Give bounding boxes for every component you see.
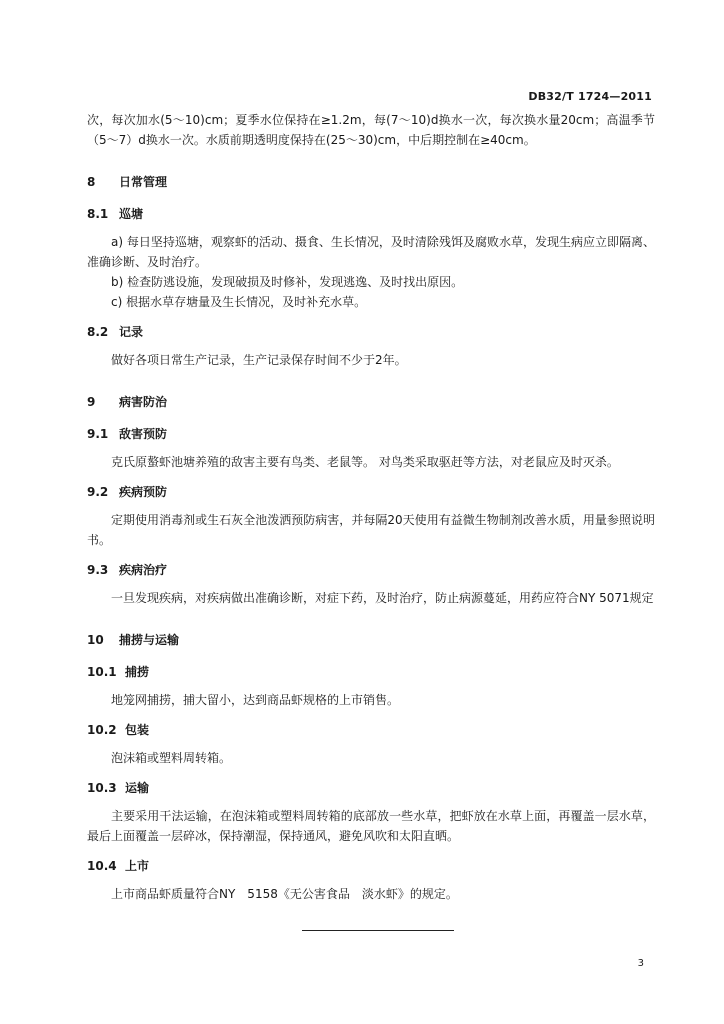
section-number: 9.2: [87, 485, 109, 499]
section-10-4-heading: [87, 856, 655, 876]
section-number: 8: [87, 175, 96, 189]
paragraph: 上市商品虾质量符合NY 5158《无公害食品 淡水虾》的规定。: [111, 887, 458, 901]
section-title: 上市: [125, 859, 150, 873]
paragraph: 一旦发现疾病，对疾病做出准确诊断，对症下药，及时治疗，防止病源蔓延，用药应符合NY 5071规定: [111, 591, 654, 605]
section-10-1-heading: [87, 662, 655, 682]
section-title: 巡塘: [119, 207, 144, 221]
section-title: 敌害预防: [119, 427, 168, 441]
standard-code: DB32/T 1724—2011: [528, 90, 652, 103]
section-number: 8.1: [87, 207, 109, 221]
paragraph: 定期使用消毒剂或生石灰全池泼洒预防病害，并每隔20天使用有益微生物制剂改善水质，用量参照说明书。: [87, 513, 655, 547]
page-number: 3: [637, 958, 644, 969]
section-8-1-heading: [87, 204, 655, 224]
paragraph: 主要采用干法运输，在泡沫箱或塑料周转箱的底部放一些水草，把虾放在水草上面，再覆盖一层水草，最后上面覆盖一层碎冰，保持潮湿，保持通风，避免风吹和太阳直晒。: [87, 809, 655, 843]
section-title: 运输: [125, 781, 150, 795]
section-9-1-heading: [87, 424, 655, 444]
end-rule-divider: [302, 930, 454, 931]
section-title: 包装: [125, 723, 150, 737]
section-number: 8.2: [87, 325, 109, 339]
section-title: 病害防治: [119, 395, 168, 409]
section-number: 10.2: [87, 723, 117, 737]
section-title: 日常管理: [119, 175, 168, 189]
list-item: c) 根据水草存塘量及生长情况，及时补充水草。: [111, 295, 367, 309]
section-9-heading: [87, 392, 655, 412]
section-8-2-heading: [87, 322, 655, 342]
section-10-3-heading: [87, 778, 655, 798]
section-number: 9.1: [87, 427, 109, 441]
section-10-heading: [87, 630, 655, 650]
section-number: 10.3: [87, 781, 117, 795]
section-8-heading: [87, 172, 655, 192]
section-number: 10.4: [87, 859, 117, 873]
list-item: b) 检查防逃设施，发现破损及时修补，发现逃逸、及时找出原因。: [111, 275, 464, 289]
section-title: 记录: [119, 325, 144, 339]
list-item: a) 每日坚持巡塘，观察虾的活动、摄食、生长情况，及时清除残饵及腐败水草，发现生病应立即隔离、准确诊断、及时治疗。: [87, 235, 655, 269]
paragraph: 克氏原螯虾池塘养殖的敌害主要有鸟类、老鼠等。 对鸟类采取驱赶等方法，对老鼠应及时灭杀。: [111, 455, 619, 469]
continued-paragraph: 次，每次加水(5～10)cm；夏季水位保持在≥1.2m，每(7～10)d换水一次，每次换水量20cm；高温季节（5～7）d换水一次。水质前期透明度保持在(25～30)cm，中后期控制在≥40cm。: [87, 113, 655, 147]
section-title: 捕捞: [125, 665, 150, 679]
paragraph: 泡沫箱或塑料周转箱。: [111, 751, 232, 765]
section-number: 9: [87, 395, 96, 409]
section-number: 9.3: [87, 563, 109, 577]
section-title: 捕捞与运输: [119, 633, 180, 647]
section-title: 疾病预防: [119, 485, 168, 499]
document-body: [87, 110, 655, 904]
paragraph: 地笼网捕捞，捕大留小，达到商品虾规格的上市销售。: [111, 693, 400, 707]
section-9-3-heading: [87, 560, 655, 580]
section-title: 疾病治疗: [119, 563, 168, 577]
section-9-2-heading: [87, 482, 655, 502]
section-10-2-heading: [87, 720, 655, 740]
section-number: 10: [87, 633, 104, 647]
section-number: 10.1: [87, 665, 117, 679]
paragraph: 做好各项日常生产记录，生产记录保存时间不少于2年。: [111, 353, 407, 367]
